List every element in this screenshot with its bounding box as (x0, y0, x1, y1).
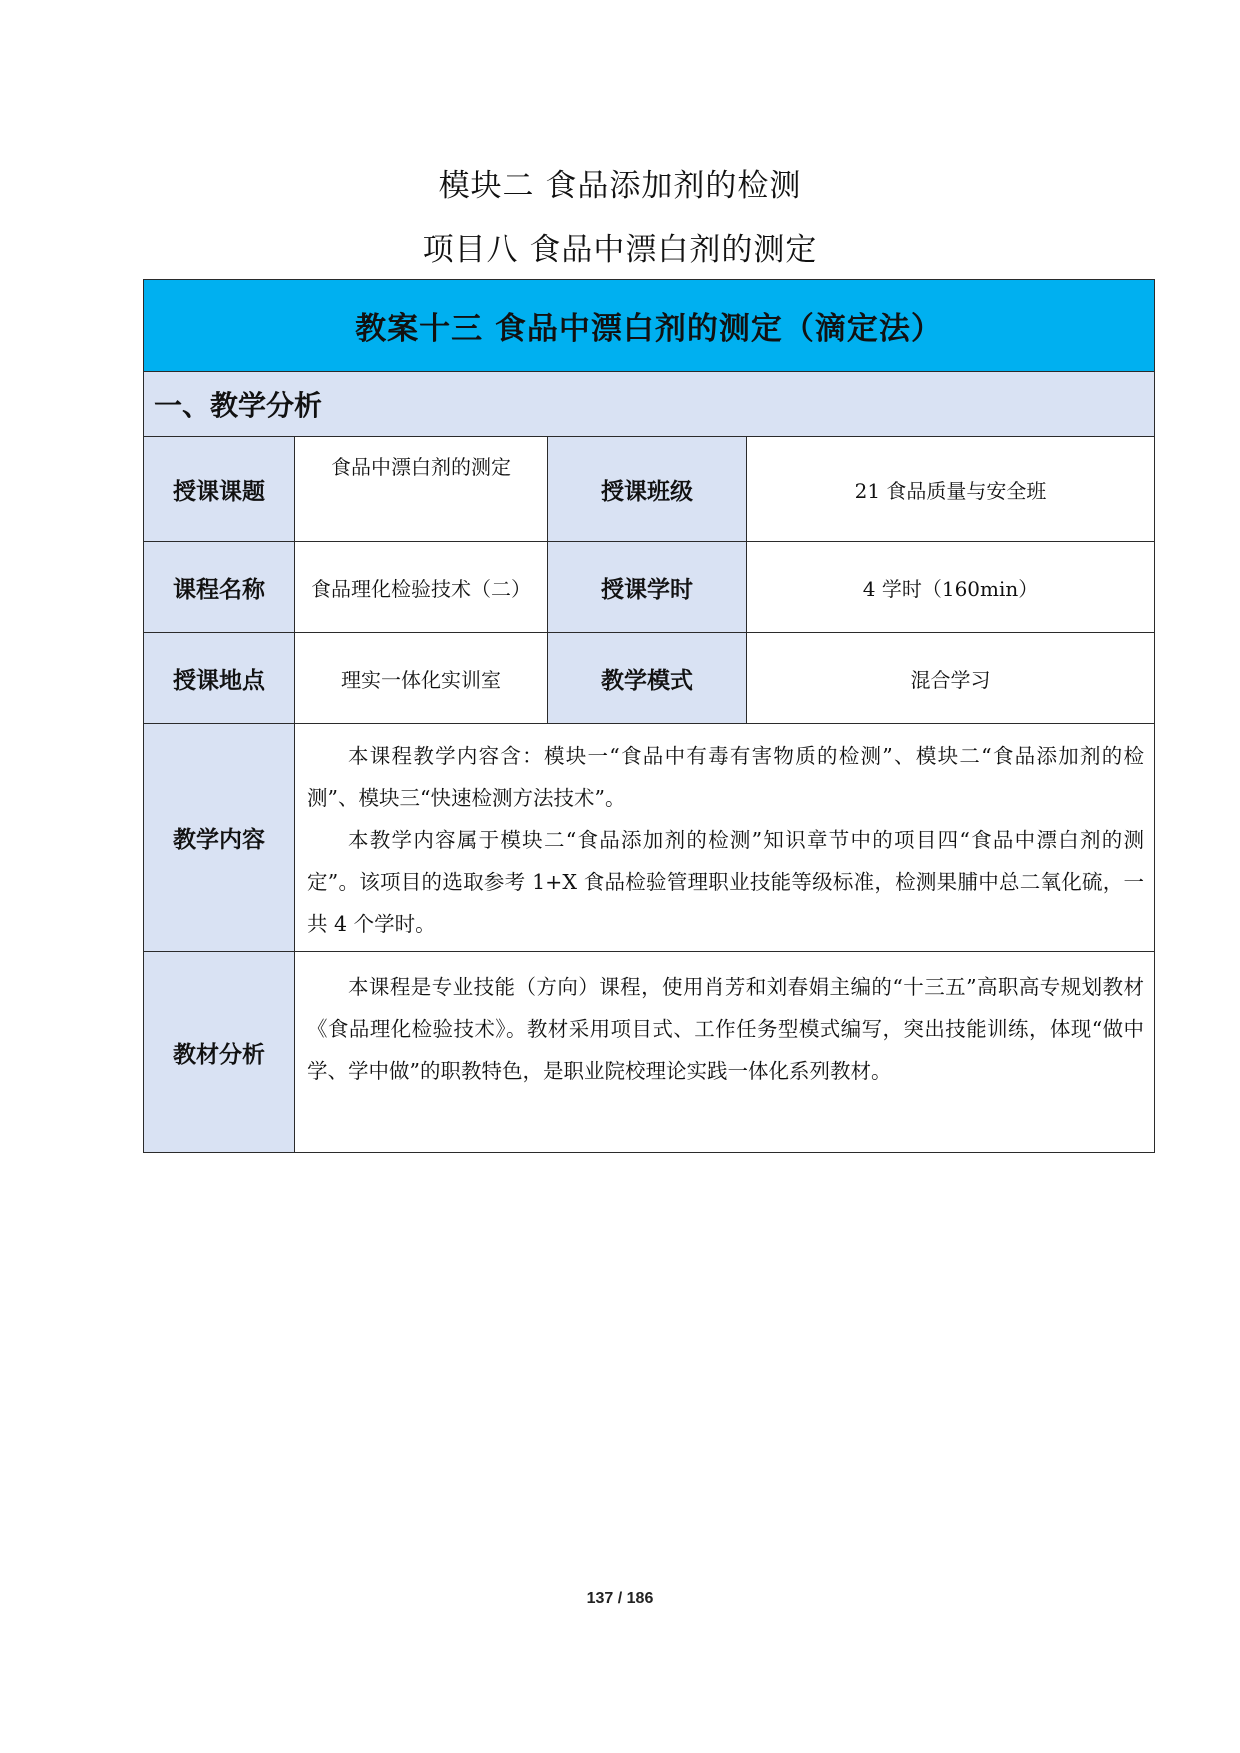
table-row (144, 724, 1155, 952)
project-title: 项目八 食品中漂白剂的测定 (422, 232, 818, 268)
value-class: 21 食品质量与安全班 (747, 437, 1155, 542)
label-textbook-analysis: 教材分析 (144, 952, 295, 1153)
label-location: 授课地点 (144, 633, 295, 724)
label-course-name: 课程名称 (144, 542, 295, 633)
label-teaching-content: 教学内容 (144, 724, 295, 952)
content-paragraph: 本教学内容属于模块二“食品添加剂的检测”知识章节中的项目四“食品中漂白剂的测定”。该项目的选取参考 1+X 食品检验管理职业技能等级标准，检测果脯中总二氧化硫，一共 4 个学时。 (307, 827, 1145, 936)
label-topic: 授课课题 (144, 437, 295, 542)
value-mode: 混合学习 (747, 633, 1155, 724)
module-title: 模块二 食品添加剂的检测 (438, 168, 802, 204)
lesson-plan-table (143, 279, 1155, 1153)
value-location: 理实一体化实训室 (295, 633, 548, 724)
textbook-paragraph: 本课程是专业技能（方向）课程，使用肖芳和刘春娟主编的“十三五”高职高专规划教材《食品理化检验技术》。教材采用项目式、工作任务型模式编写，突出技能训练，体现“做中学、学中做”的职教特色，是职业院校理论实践一体化系列教材。 (307, 975, 1145, 1083)
table-row (144, 952, 1155, 1153)
table-row (144, 633, 1155, 724)
table-row (144, 542, 1155, 633)
label-hours: 授课学时 (548, 542, 747, 633)
label-mode: 教学模式 (548, 633, 747, 724)
value-course-name: 食品理化检验技术（二） (295, 542, 548, 633)
value-hours: 4 学时（160min） (747, 542, 1155, 633)
content-paragraph: 本课程教学内容含：模块一“食品中有毒有害物质的检测”、模块二“食品添加剂的检测”、模块三“快速检测方法技术”。 (307, 743, 1145, 810)
label-class: 授课班级 (548, 437, 747, 542)
section-title: 一、教学分析 (144, 372, 1155, 437)
lesson-banner: 教案十三 食品中漂白剂的测定（滴定法） (144, 280, 1155, 372)
textbook-analysis-cell (295, 952, 1155, 1153)
value-topic: 食品中漂白剂的测定 (295, 437, 548, 542)
page-number: 137 / 186 (586, 1590, 654, 1607)
teaching-content-cell (295, 724, 1155, 952)
table-row (144, 437, 1155, 542)
